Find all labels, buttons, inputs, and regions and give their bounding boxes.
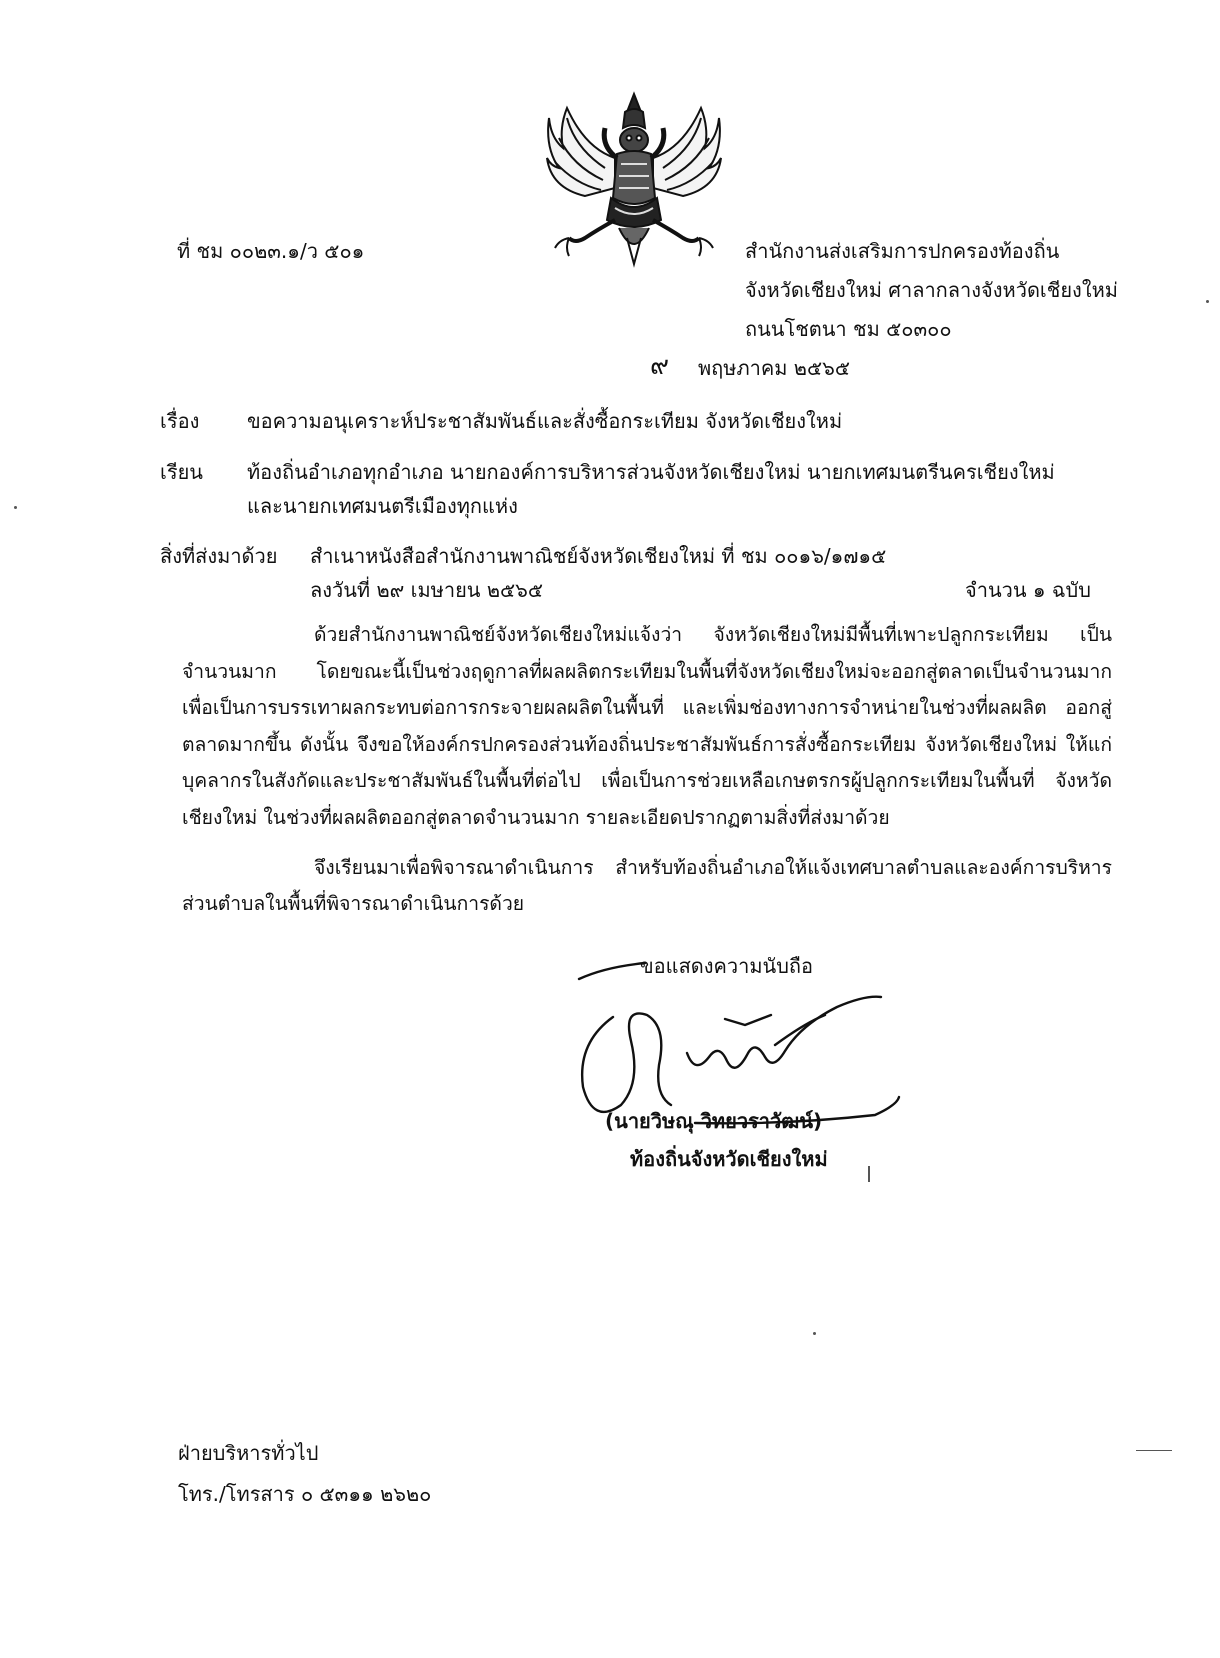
enclosure-line: ลงวันที่ ๒๙ เมษายน ๒๕๖๕ bbox=[310, 578, 543, 602]
recipient-line: ท้องถิ่นอำเภอทุกอำเภอ นายกองค์การบริหารส่วนจังหวัดเชียงใหม่ นายกเทศมนตรีนครเชียงใหม่ bbox=[247, 460, 1055, 484]
address-line: สำนักงานส่งเสริมการปกครองท้องถิ่น bbox=[745, 239, 1060, 263]
subject-text: ขอความอนุเคราะห์ประชาสัมพันธ์และสั่งซื้อกระเทียม จังหวัดเชียงใหม่ bbox=[247, 409, 843, 433]
date-day: ๙ bbox=[650, 351, 670, 381]
recipient-label: เรียน bbox=[160, 460, 203, 484]
enclosure-label: สิ่งที่ส่งมาด้วย bbox=[160, 544, 278, 568]
address-line: จังหวัดเชียงใหม่ ศาลากลางจังหวัดเชียงใหม่ bbox=[745, 278, 1118, 302]
signer-name: (นายวิษณุ วิทยวราวัฒน์) bbox=[605, 1109, 823, 1133]
reference-number: ที่ ชม ๐๐๒๓.๑/ว ๕๐๑ bbox=[177, 239, 365, 263]
footer-phone: โทร./โทรสาร ๐ ๕๓๑๑ ๒๖๒๐ bbox=[178, 1482, 432, 1506]
enclosure-copies: จำนวน ๑ ฉบับ bbox=[965, 578, 1091, 602]
signer-title: ท้องถิ่นจังหวัดเชียงใหม่ bbox=[630, 1147, 828, 1171]
sender-address bbox=[745, 232, 1118, 349]
scan-speck bbox=[813, 1332, 816, 1335]
recipient-line: และนายกเทศมนตรีเมืองทุกแห่ง bbox=[247, 494, 518, 518]
body-paragraph: จึงเรียนมาเพื่อพิจารณาดำเนินการ สำหรับท้องถิ่นอำเภอให้แจ้งเทศบาลตำบลและองค์การบริหาร ส่วนตำบลในพื้นที่พิจารณาดำเนินการด้วย bbox=[182, 856, 1112, 915]
closing-phrase: ขอแสดงความนับถือ bbox=[640, 954, 814, 978]
scan-speck bbox=[14, 506, 17, 509]
scan-speck bbox=[1136, 1450, 1172, 1451]
scan-speck bbox=[1206, 300, 1209, 303]
footer-department: ฝ่ายบริหารทั่วไป bbox=[178, 1441, 319, 1465]
scan-speck bbox=[868, 1166, 870, 1182]
subject-label: เรื่อง bbox=[160, 409, 200, 433]
garuda-emblem-icon bbox=[545, 88, 723, 270]
body-paragraph: ด้วยสำนักงานพาณิชย์จังหวัดเชียงใหม่แจ้งว่า จังหวัดเชียงใหม่มีพื้นที่เพาะปลูกกระเทียม เป็นจำนวนมาก โดยขณะนี้เป็นช่วงฤดูกาลที่ผลผลิตกระเทียมในพื้นที่จังหวัดเชียงใหม่จะออกสู่ตลาดเป็นจำนวนมาก เพื่อเป็นการบรรเทาผลกระทบต่อการกระจายผลผลิตในพื้นที่ และเพิ่มช่องทางการจำหน่ายในช่วงที่ผลผลิต ออกสู่ตลาดมากขึ้น ดังนั้น จึงขอให้องค์กรปกครองส่วนท้องถิ่นประชาสัมพันธ์การสั่งซื้อกระเทียม จังหวัดเชียงใหม่ ให้แก่บุคลากรในสังกัดและประชาสัมพันธ์ในพื้นที่ต่อไป เพื่อเป็นการช่วยเหลือเกษตรกรผู้ปลูกกระเทียมในพื้นที่ จังหวัดเชียงใหม่ ในช่วงที่ผลผลิตออกสู่ตลาดจำนวนมาก รายละเอียดปรากฏตามสิ่งที่ส่งมาด้วย bbox=[182, 623, 1112, 829]
address-line: ถนนโชตนา ชม ๕๐๓๐๐ bbox=[745, 317, 952, 341]
date-month-year: พฤษภาคม ๒๕๖๕ bbox=[698, 356, 850, 380]
enclosure-line: สำเนาหนังสือสำนักงานพาณิชย์จังหวัดเชียงใหม่ ที่ ชม ๐๐๑๖/๑๗๑๕ bbox=[310, 544, 887, 568]
